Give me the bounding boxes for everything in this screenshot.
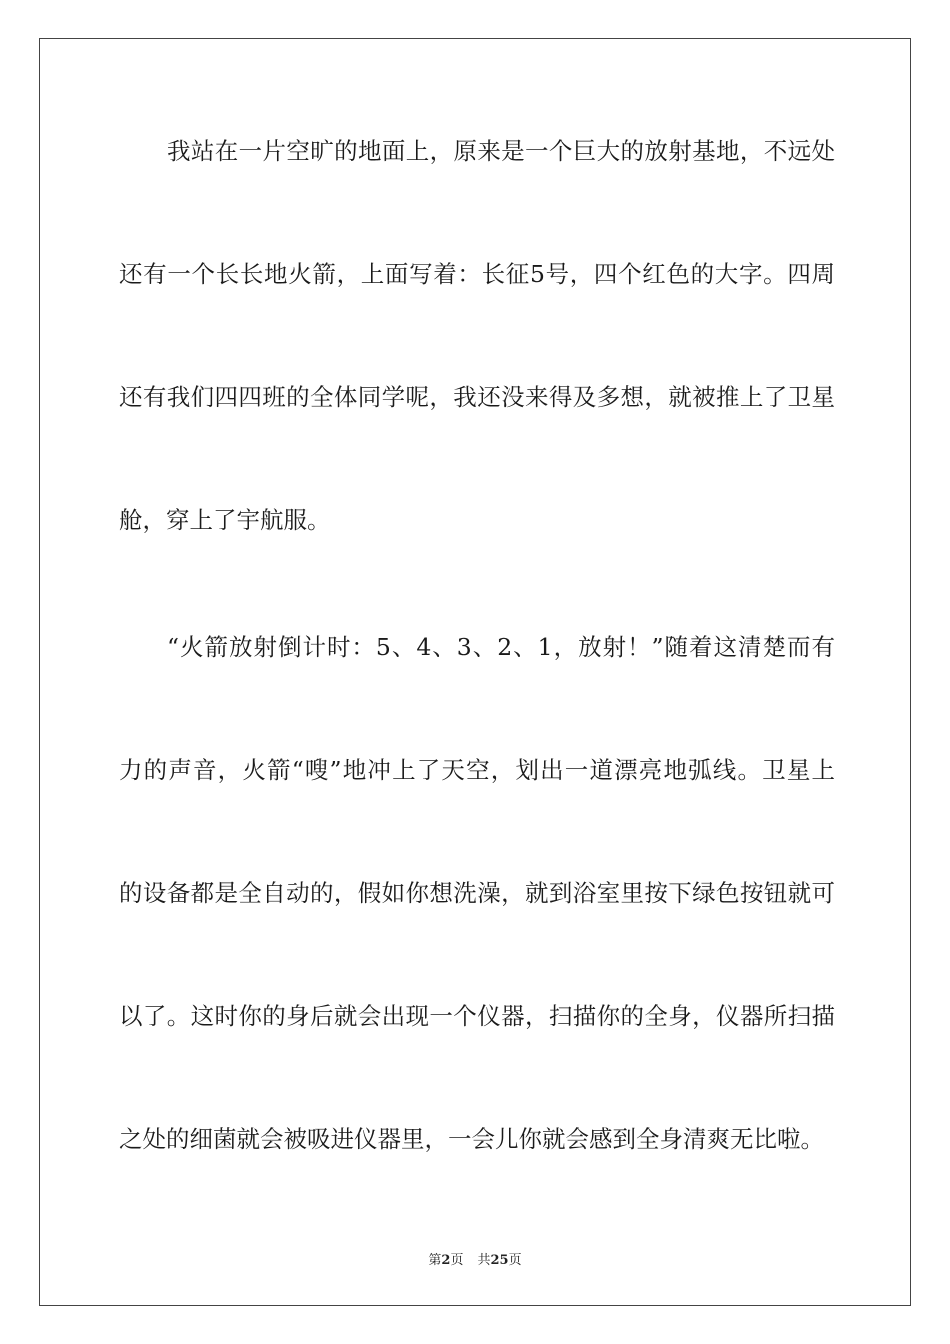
page-suffix: 页	[450, 1253, 464, 1268]
paragraph-2-line-3: 的设备都是全自动的，假如你想洗澡，就到浴室里按下绿色按钮就可	[119, 879, 835, 907]
paragraph-1-line-3: 还有我们四四班的全体同学呢，我还没来得及多想，就被推上了卫星	[119, 383, 835, 411]
page-footer	[40, 1249, 910, 1268]
document-page	[39, 38, 911, 1306]
paragraph-2-line-1: “火箭放射倒计时：5、4、3、2、1，放射！”随着这清楚而有	[167, 633, 835, 661]
total-prefix: 共	[477, 1253, 491, 1268]
total-suffix: 页	[508, 1253, 522, 1268]
paragraph-2-line-2: 力的声音，火箭“嗖”地冲上了天空，划出一道漂亮地弧线。卫星上	[119, 756, 835, 784]
paragraph-2-line-4: 以了。这时你的身后就会出现一个仪器，扫描你的全身，仪器所扫描	[119, 1002, 835, 1030]
paragraph-1-line-4: 舱，穿上了宇航服。	[119, 506, 331, 534]
page-number: 2	[441, 1253, 451, 1268]
total-pages: 25	[490, 1253, 509, 1268]
page-prefix: 第	[428, 1253, 442, 1268]
paragraph-1-line-2: 还有一个长长地火箭，上面写着：长征5号，四个红色的大字。四周	[119, 260, 835, 288]
paragraph-2-line-5: 之处的细菌就会被吸进仪器里，一会儿你就会感到全身清爽无比啦。	[119, 1125, 824, 1153]
paragraph-1-line-1: 我站在一片空旷的地面上，原来是一个巨大的放射基地，不远处	[167, 137, 835, 165]
